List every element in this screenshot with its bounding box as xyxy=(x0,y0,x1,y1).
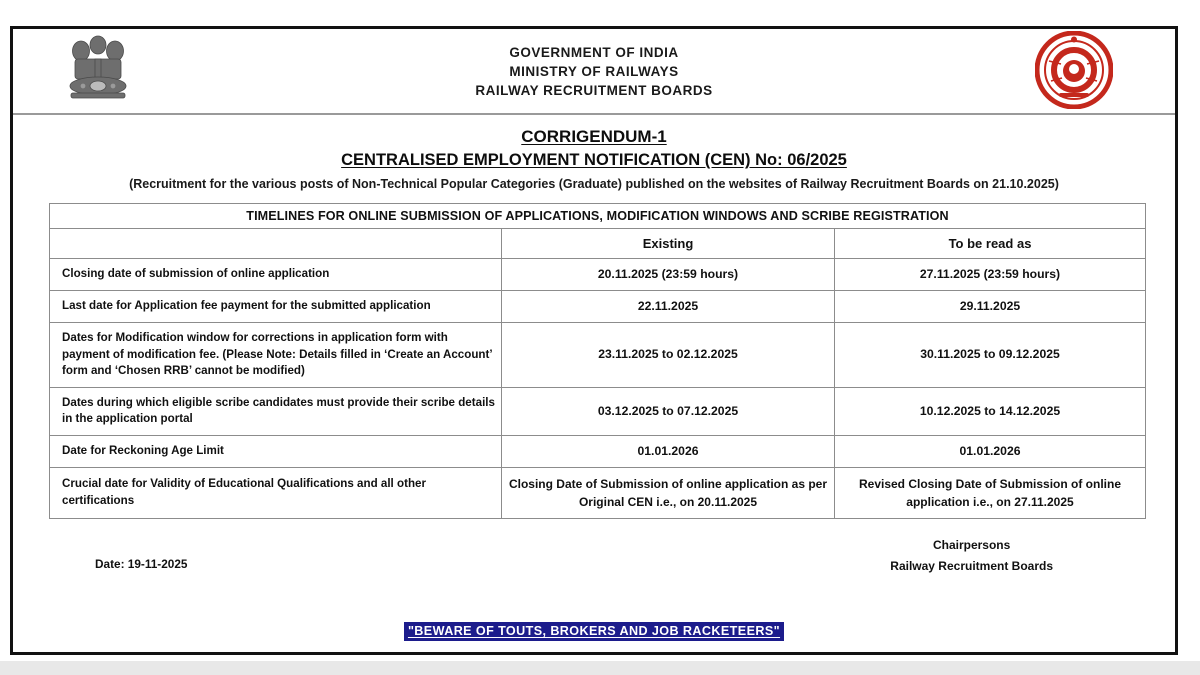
row-existing-value: 22.11.2025 xyxy=(502,291,835,323)
warning-banner-row xyxy=(13,622,1175,641)
notification-description: (Recruitment for the various posts of Non-Technical Popular Categories (Graduate) published on the websites of Railway Recruitment Boards on 21.10.2025) xyxy=(129,177,1059,191)
row-existing-value: 20.11.2025 (23:59 hours) xyxy=(502,259,835,291)
issue-date: Date: 19-11-2025 xyxy=(95,556,188,571)
signatory-organisation: Railway Recruitment Boards xyxy=(890,558,1053,573)
row-description: Dates during which eligible scribe candidates must provide their scribe details in the application portal xyxy=(50,387,502,435)
row-revised-value: Revised Closing Date of Submission of online application i.e., on 27.11.2025 xyxy=(835,467,1146,518)
table-banner-row xyxy=(50,204,1146,229)
corrigendum-title: CORRIGENDUM-1 xyxy=(521,127,667,146)
row-existing-value: 23.11.2025 to 02.12.2025 xyxy=(502,323,835,388)
row-description: Last date for Application fee payment for the submitted application xyxy=(50,291,502,323)
document-frame xyxy=(10,26,1178,655)
row-description: Closing date of submission of online application xyxy=(50,259,502,291)
org-line-ministry: MINISTRY OF RAILWAYS xyxy=(509,64,679,79)
row-existing-value: Closing Date of Submission of online application as per Original CEN i.e., on 20.11.2025 xyxy=(502,467,835,518)
row-description: Date for Reckoning Age Limit xyxy=(50,435,502,467)
row-revised-value: 27.11.2025 (23:59 hours) xyxy=(835,259,1146,291)
page-bottom-margin xyxy=(0,661,1200,675)
table-row xyxy=(50,259,1146,291)
row-revised-value: 30.11.2025 to 09.12.2025 xyxy=(835,323,1146,388)
table-row xyxy=(50,323,1146,388)
document-footer xyxy=(49,535,1139,591)
column-header-description xyxy=(50,229,502,259)
row-description: Dates for Modification window for corrections in application form with payment of modification fee. (Please Note: Details filled in ‘Create an Account’ form and ‘Chosen RRB’ cannot be modified) xyxy=(50,323,502,388)
column-header-existing: Existing xyxy=(502,229,835,259)
org-line-boards: RAILWAY RECRUITMENT BOARDS xyxy=(475,83,713,98)
indian-railways-seal-icon xyxy=(1035,31,1113,109)
table-header-row xyxy=(50,229,1146,259)
table-banner-title: TIMELINES FOR ONLINE SUBMISSION OF APPLICATIONS, MODIFICATION WINDOWS AND SCRIBE REGISTRATION xyxy=(50,204,1146,229)
letterhead-divider xyxy=(13,113,1175,115)
table-row xyxy=(50,467,1146,518)
row-revised-value: 29.11.2025 xyxy=(835,291,1146,323)
row-existing-value: 03.12.2025 to 07.12.2025 xyxy=(502,387,835,435)
timelines-table xyxy=(49,203,1146,519)
ashoka-lion-capital-emblem-icon xyxy=(65,31,131,107)
row-description: Crucial date for Validity of Educational Qualifications and all other certifications xyxy=(50,467,502,518)
signature-block xyxy=(890,535,1053,577)
table-row xyxy=(50,387,1146,435)
table-row xyxy=(50,291,1146,323)
beware-of-touts-banner: "BEWARE OF TOUTS, BROKERS AND JOB RACKETEERS" xyxy=(404,622,784,641)
notification-title: CENTRALISED EMPLOYMENT NOTIFICATION (CEN) No: 06/2025 xyxy=(341,151,847,169)
table-row xyxy=(50,435,1146,467)
letterhead xyxy=(13,29,1175,113)
timelines-table-wrapper xyxy=(49,203,1139,519)
signatory-title: Chairpersons xyxy=(932,537,1011,552)
organisation-heading xyxy=(13,29,1175,100)
row-revised-value: 01.01.2026 xyxy=(835,435,1146,467)
row-existing-value: 01.01.2026 xyxy=(502,435,835,467)
row-revised-value: 10.12.2025 to 14.12.2025 xyxy=(835,387,1146,435)
org-line-government: GOVERNMENT OF INDIA xyxy=(509,45,679,60)
column-header-to-be-read-as: To be read as xyxy=(835,229,1146,259)
title-block xyxy=(13,113,1175,193)
